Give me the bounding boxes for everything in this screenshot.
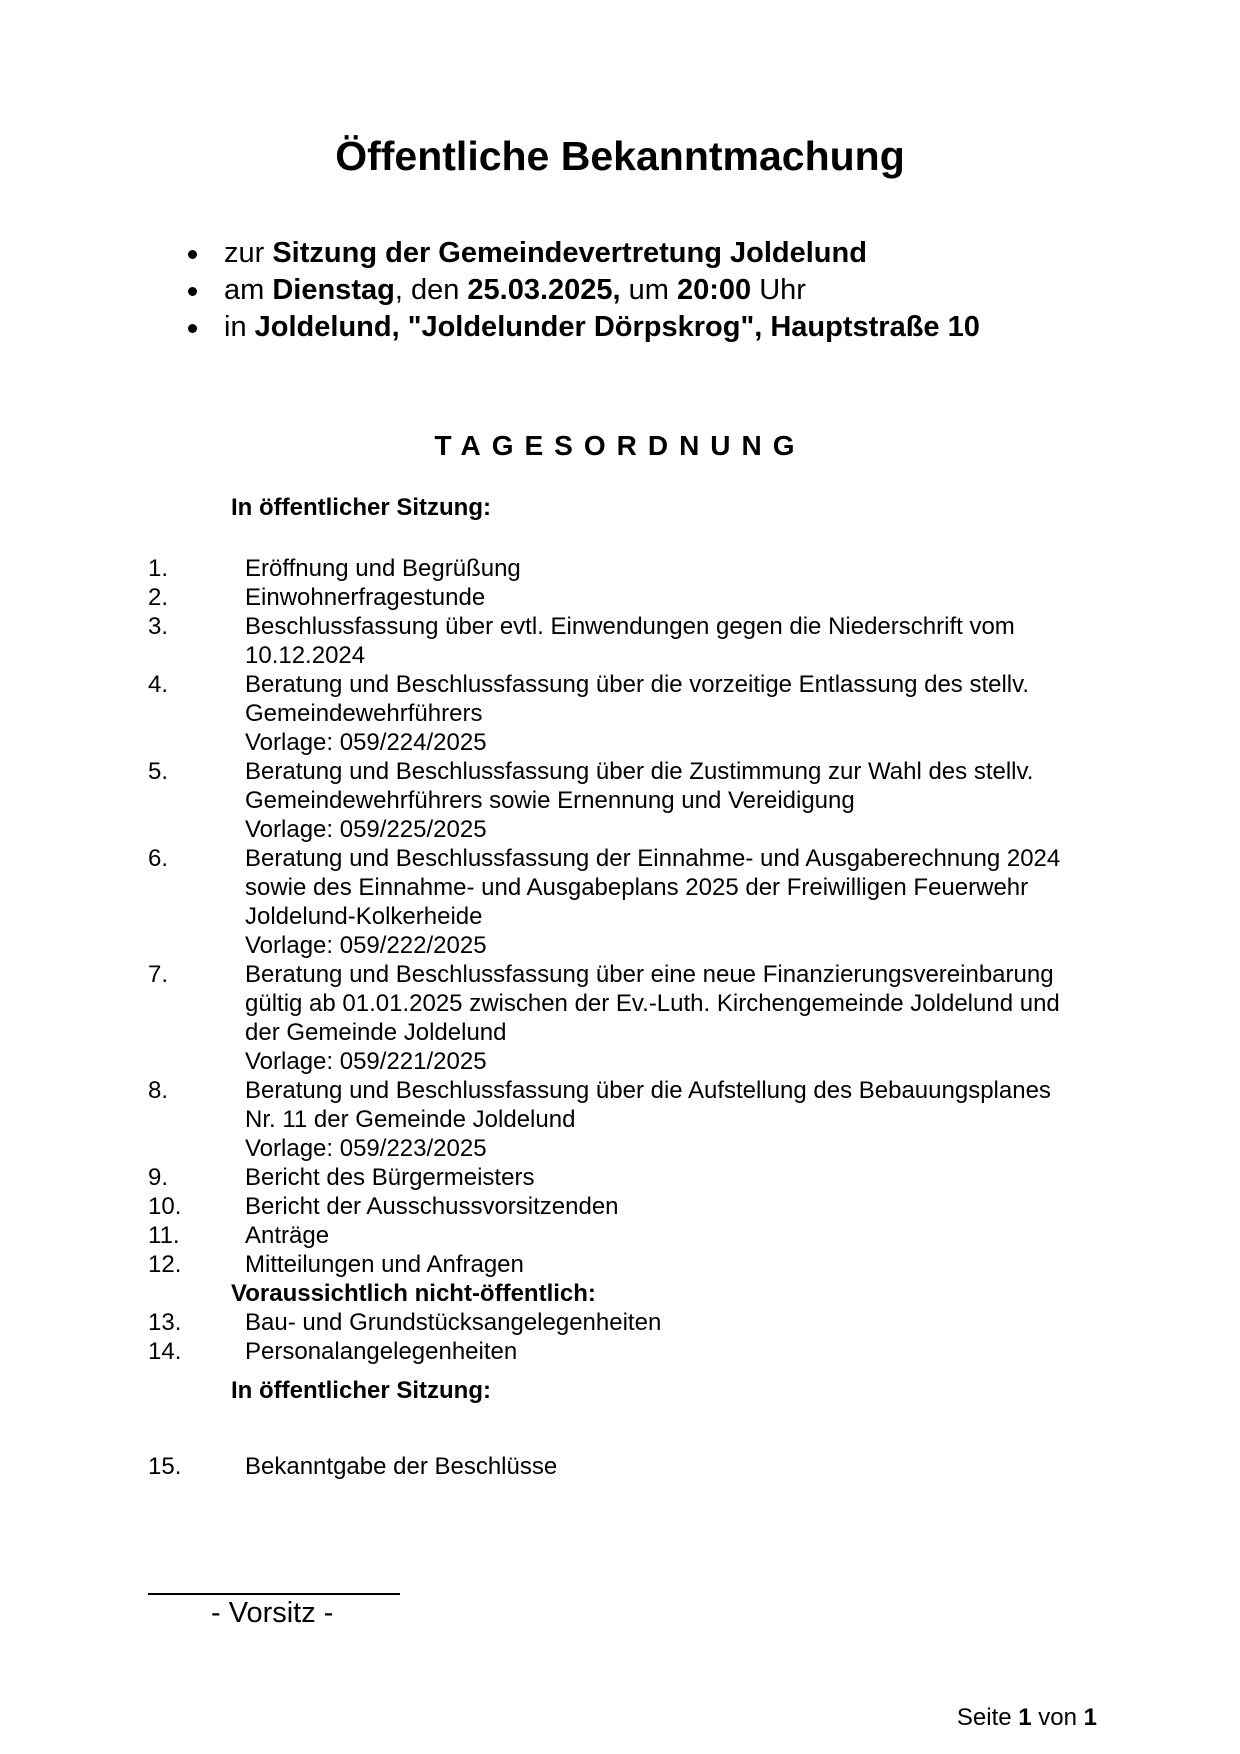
agenda-item-number: 9.: [148, 1164, 169, 1191]
agenda-item-text: [245, 1076, 1108, 1163]
agenda-item: [148, 612, 1108, 670]
agenda-item: [148, 1250, 1108, 1279]
meeting-place-line: [186, 309, 980, 346]
agenda-item-line: Vorlage: 059/221/2025: [245, 1048, 487, 1075]
agenda-item-line: Bekanntgabe der Beschlüsse: [245, 1453, 558, 1480]
agenda-item-line: Gemeindewehrführers sowie Ernennung und Vereidigung: [245, 787, 855, 814]
agenda-item-line: Beratung und Beschlussfassung der Einnahme- und Ausgaberechnung 2024: [245, 845, 1061, 872]
section-label-public-2: In öffentlicher Sitzung:: [231, 1377, 491, 1404]
meeting-weekday: Dienstag: [272, 274, 395, 306]
agenda-item-number: 5.: [148, 758, 169, 785]
agenda-item: [148, 554, 1108, 583]
agenda-item-line: Beratung und Beschlussfassung über die Zustimmung zur Wahl des stellv.: [245, 758, 1034, 785]
agenda-item-number: 15.: [148, 1453, 182, 1480]
agenda-item-number: 12.: [148, 1251, 182, 1278]
section-label-public: In öffentlicher Sitzung:: [231, 494, 491, 521]
meeting-body: Sitzung der Gemeindevertretung Joldelund: [272, 237, 867, 269]
agenda-list: [148, 554, 1108, 1366]
agenda-item-line: Vorlage: 059/223/2025: [245, 1135, 487, 1162]
agenda-item-text: [245, 1250, 1108, 1279]
meeting-place: Joldelund, "Joldelunder Dörpskrog", Hauptstraße 10: [254, 311, 980, 343]
agenda-item-line: Eröffnung und Begrüßung: [245, 555, 521, 582]
agenda-item-line: Joldelund-Kolkerheide: [245, 903, 483, 930]
meeting-time: 20:00: [677, 274, 752, 306]
meeting-date: 25.03.2025,: [467, 274, 621, 306]
agenda-item-text: [245, 1452, 1108, 1481]
agenda-item: [148, 1221, 1108, 1250]
agenda-item-line: 10.12.2024: [245, 642, 366, 669]
agenda-item-line: Personalangelegenheiten: [245, 1338, 518, 1365]
agenda-item-text: [245, 1192, 1108, 1221]
meeting-date-mid2: um: [620, 274, 677, 306]
page-number-mid: von: [1031, 1704, 1084, 1731]
meeting-date-prefix: am: [224, 274, 273, 306]
agenda-item: [148, 1337, 1108, 1366]
meeting-place-prefix: in: [224, 311, 255, 343]
agenda-item-text: [245, 1308, 1108, 1337]
agenda-item-line: Beratung und Beschlussfassung über die vorzeitige Entlassung des stellv.: [245, 671, 1030, 698]
agenda-item: [148, 1308, 1108, 1337]
agenda-item: [148, 844, 1108, 960]
agenda-item-text: [245, 1163, 1108, 1192]
agenda-item: [148, 1192, 1108, 1221]
agenda-item-number: 2.: [148, 584, 169, 611]
signature-label: - Vorsitz -: [211, 1597, 334, 1629]
bullet-icon: [188, 250, 197, 259]
agenda-item-line: Beschlussfassung über evtl. Einwendungen gegen die Niederschrift vom: [245, 613, 1015, 640]
agenda-item-number: 8.: [148, 1077, 169, 1104]
agenda-item-line: Anträge: [245, 1222, 330, 1249]
page-number-total: 1: [1083, 1704, 1097, 1731]
agenda-item-line: Vorlage: 059/222/2025: [245, 932, 487, 959]
agenda-item-number: 6.: [148, 845, 169, 872]
agenda-item-text: [245, 612, 1108, 670]
agenda-item-number: 3.: [148, 613, 169, 640]
agenda-item-text: [245, 757, 1108, 844]
agenda-item-number: 13.: [148, 1309, 182, 1336]
agenda-item-line: Bau- und Grundstücksangelegenheiten: [245, 1309, 662, 1336]
meeting-body-prefix: zur: [224, 237, 273, 269]
agenda-item-number: 4.: [148, 671, 169, 698]
agenda-item-line: gültig ab 01.01.2025 zwischen der Ev.-Luth. Kirchengemeinde Joldelund und: [245, 990, 1060, 1017]
agenda-item-text: [245, 960, 1108, 1076]
agenda-item-line: Einwohnerfragestunde: [245, 584, 486, 611]
section-label-non-public: Voraussichtlich nicht-öffentlich:: [231, 1280, 596, 1307]
agenda-item-number: 14.: [148, 1338, 182, 1365]
agenda-item-line: Mitteilungen und Anfragen: [245, 1251, 524, 1278]
agenda-item-line: sowie des Einnahme- und Ausgabeplans 2025 der Freiwilligen Feuerwehr: [245, 874, 1029, 901]
meeting-info-list: [186, 235, 980, 346]
agenda-item-line: Bericht der Ausschussvorsitzenden: [245, 1193, 619, 1220]
agenda-list-final: [148, 1452, 1108, 1481]
agenda-item-text: [245, 1221, 1108, 1250]
agenda-item-text: [245, 844, 1108, 960]
page-number: [957, 1703, 1097, 1733]
agenda-item-text: [245, 554, 1108, 583]
meeting-date-line: [186, 272, 980, 309]
agenda-item-line: Nr. 11 der Gemeinde Joldelund: [245, 1106, 576, 1133]
agenda-item: [148, 670, 1108, 757]
agenda-item-number: 11.: [148, 1222, 180, 1249]
agenda-item-line: Beratung und Beschlussfassung über eine neue Finanzierungsvereinbarung: [245, 961, 1054, 988]
agenda-item: [148, 1452, 1108, 1481]
page-title: Öffentliche Bekanntmachung: [335, 133, 905, 179]
agenda-item-line: Gemeindewehrführers: [245, 700, 483, 727]
agenda-item-text: [245, 583, 1108, 612]
agenda-item: [148, 1076, 1108, 1163]
agenda-item: [148, 757, 1108, 844]
meeting-body-line: [186, 235, 980, 272]
agenda-item-line: Vorlage: 059/225/2025: [245, 816, 487, 843]
bullet-icon: [188, 324, 197, 333]
agenda-heading: TAGESORDNUNG: [434, 430, 806, 461]
page-number-prefix: Seite: [956, 1704, 1019, 1731]
agenda-item-line: Bericht des Bürgermeisters: [245, 1164, 535, 1191]
agenda-item-number: 7.: [148, 961, 169, 988]
bullet-icon: [188, 287, 197, 296]
agenda-item-line: Vorlage: 059/224/2025: [245, 729, 487, 756]
agenda-item-number: 10.: [148, 1193, 182, 1220]
agenda-item-line: der Gemeinde Joldelund: [245, 1019, 507, 1046]
agenda-item-line: Beratung und Beschlussfassung über die Aufstellung des Bebauungsplanes: [245, 1077, 1051, 1104]
agenda-item-text: [245, 670, 1108, 757]
agenda-item-text: [245, 1337, 1108, 1366]
agenda-item: [148, 583, 1108, 612]
meeting-time-suffix: Uhr: [751, 274, 806, 306]
agenda-item-number: 1.: [148, 555, 169, 582]
meeting-date-mid1: , den: [394, 274, 468, 306]
agenda-item: [148, 960, 1108, 1076]
agenda-item: [148, 1163, 1108, 1192]
page-number-current: 1: [1018, 1704, 1032, 1731]
